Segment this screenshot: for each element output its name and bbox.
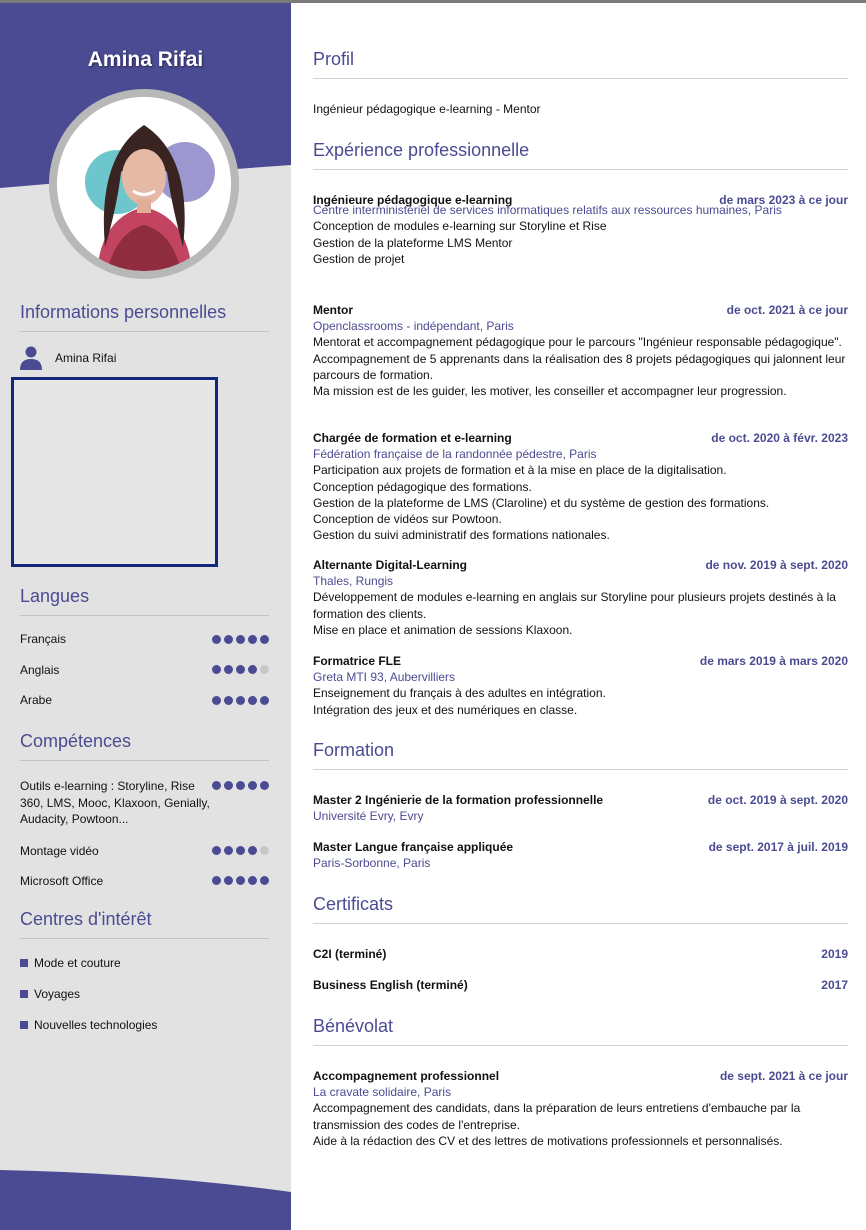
personal-info-title: Informations personnelles [20,302,269,332]
rating-dot-filled [248,665,257,674]
rating-dots [212,781,269,790]
rating-dot-filled [260,635,269,644]
entry-title: Business English (terminé) [313,978,468,992]
entry-date: de nov. 2019 à sept. 2020 [705,558,848,572]
bullet-square-icon [20,959,28,967]
entry-date: de oct. 2021 à ce jour [726,303,848,317]
profile-title: Profil [313,49,848,79]
entry-organization: Université Evry, Evry [313,809,424,824]
rating-dot-filled [236,846,245,855]
rating-dot-filled [212,665,221,674]
volunteering-title: Bénévolat [313,1016,848,1046]
rating-dot-empty [260,846,269,855]
skills-section [20,731,269,890]
entry-date: de mars 2019 à mars 2020 [699,654,848,668]
entry-line: Participation aux projets de formation et à la mise en place de la digitalisation. [313,463,727,478]
entry-organization: Greta MTI 93, Aubervilliers [313,670,456,685]
language-item [20,685,269,716]
rating-dot-filled [224,665,233,674]
entry-date: de sept. 2021 à ce jour [719,1069,848,1083]
rating-dot-filled [236,635,245,644]
experience-entry [313,653,848,718]
interests-title: Centres d'intérêt [20,909,269,939]
rating-dot-filled [224,781,233,790]
experience-entry [313,430,848,543]
languages-section [20,586,269,716]
skill-label: Montage vidéo [20,843,99,858]
interest-label: Mode et couture [34,955,121,970]
experience-entry [313,302,848,399]
entry-organization: Thales, Rungis [313,574,394,589]
avatar [49,89,239,279]
entry-line: Développement de modules e-learning en anglais sur Storyline pour plusieurs projets destinés à la formation des clients. [313,590,836,621]
entry-title: Master Langue française appliquée [313,840,514,854]
entry-line: Gestion de la plateforme LMS Mentor [313,235,513,250]
entry-date: 2019 [821,947,848,961]
personal-name-row [20,346,269,370]
entry-organization: Paris-Sorbonne, Paris [313,856,431,871]
candidate-name: Amina Rifai [87,48,204,71]
entry-organization: Centre interministériel de services informatiques relatifs aux ressources humaines, Paris [313,203,782,218]
language-label: Anglais [20,662,60,677]
profile-text: Ingénieur pédagogique e-learning - Mentor [313,102,541,116]
skill-label: Microsoft Office [20,874,104,888]
entry-title: Chargée de formation et e-learning [313,431,512,445]
education-title: Formation [313,740,848,770]
entry-title: Ingénieure pédagogique e-learning [313,193,513,207]
photo-placeholder [11,377,218,567]
rating-dot-filled [260,696,269,705]
entry-title: Alternante Digital-Learning [313,558,468,572]
skills-title: Compétences [20,731,269,761]
entry-line: Mentorat et accompagnement pédagogique pour le parcours "Ingénieur responsable pédagogique". [313,335,842,350]
experience-title: Expérience professionnelle [313,140,848,170]
education-entry [313,792,848,824]
bullet-square-icon [20,1021,28,1029]
rating-dot-filled [248,846,257,855]
rating-dot-filled [212,846,221,855]
rating-dot-filled [212,876,221,885]
entry-line: Mise en place et animation de sessions Klaxoon. [313,622,573,637]
language-label: Arabe [20,693,53,708]
interests-section [20,909,269,1040]
entry-line: Ma mission est de les guider, les motiver, les conseiller et accompagner leur progression. [313,384,787,399]
rating-dot-empty [260,665,269,674]
rating-dot-filled [224,846,233,855]
rating-dots [212,846,269,855]
entry-organization: La cravate solidaire, Paris [313,1085,452,1100]
entry-title: Formatrice FLE [313,654,402,668]
entry-date: de sept. 2017 à juil. 2019 [708,840,848,854]
rating-dot-filled [224,696,233,705]
skill-item [20,778,269,828]
bullet-square-icon [20,990,28,998]
rating-dot-filled [236,781,245,790]
volunteering-entry [313,1068,848,1149]
entry-line: Enseignement du français à des adultes en intégration. [313,686,606,701]
rating-dot-filled [248,781,257,790]
interest-item [20,947,269,978]
rating-dot-filled [212,696,221,705]
entry-line: Aide à la rédaction des CV et des lettres de motivations professionnels et personnalisés. [313,1133,783,1148]
entry-organization: Fédération française de la randonnée pédestre, Paris [313,447,597,462]
entry-line: Intégration des jeux et des numériques en classe. [313,702,578,717]
education-entry [313,839,848,871]
rating-dot-filled [260,781,269,790]
certificates-title: Certificats [313,894,848,924]
entry-line: Accompagnement des candidats, dans la préparation de leurs entretiens d'embauche par la transmission des codes de l'entreprise. [313,1101,801,1132]
rating-dot-filled [212,635,221,644]
entry-line: Gestion de projet [313,251,405,266]
experience-entry [313,192,848,267]
language-label: Français [20,632,67,647]
entry-line: Gestion du suivi administratif des formations nationales. [313,528,610,543]
rating-dot-filled [236,665,245,674]
entry-title: Accompagnement professionnel [313,1069,500,1083]
rating-dots [212,665,269,674]
rating-dot-filled [236,696,245,705]
interest-item [20,1009,269,1040]
person-icon [20,346,42,370]
skill-label: Outils e-learning : Storyline, Rise 360, LMS, Mooc, Klaxoon, Genially, Audacity, Powtoon... [20,779,210,826]
rating-dots [212,876,269,885]
rating-dot-filled [248,696,257,705]
experience-entry [313,557,848,638]
entry-date: 2017 [821,978,848,992]
entry-line: Conception pédagogique des formations. [313,479,532,494]
footer-curve [0,1170,291,1230]
skill-item [20,843,269,860]
rating-dot-filled [224,876,233,885]
rating-dots [212,696,269,705]
entry-title: C2I (terminé) [313,947,387,961]
entry-date: de oct. 2019 à sept. 2020 [707,793,848,807]
profile-photo [57,97,231,271]
personal-info-section [20,302,269,370]
entry-title: Mentor [313,303,353,317]
entry-line: Accompagnement de 5 apprenants dans la réalisation des 8 projets pédagogiques qui jalonnent leur parcours de formation. [313,351,846,382]
rating-dot-filled [224,635,233,644]
language-item [20,655,269,686]
entry-line: Conception de vidéos sur Powtoon. [313,512,502,527]
entry-line: Gestion de la plateforme de LMS (Claroline) et du système de gestion des formations. [313,495,770,510]
personal-name: Amina Rifai [55,351,117,365]
rating-dot-filled [260,876,269,885]
sidebar [0,0,291,1230]
certificate-entry [313,946,848,962]
entry-line: Conception de modules e-learning sur Storyline et Rise [313,219,607,234]
rating-dot-filled [236,876,245,885]
language-item [20,624,269,655]
rating-dot-filled [248,635,257,644]
rating-dots [212,635,269,644]
entry-date: de mars 2023 à ce jour [719,193,848,207]
languages-title: Langues [20,586,269,616]
interest-label: Voyages [34,986,81,1001]
entry-date: de oct. 2020 à févr. 2023 [711,431,848,445]
interest-item [20,978,269,1009]
certificate-entry [313,977,848,993]
rating-dot-filled [212,781,221,790]
entry-title: Master 2 Ingénierie de la formation professionnelle [313,793,604,807]
interest-label: Nouvelles technologies [34,1017,158,1032]
rating-dot-filled [248,876,257,885]
skill-item [20,873,269,890]
entry-organization: Openclassrooms - indépendant, Paris [313,319,514,334]
top-border [0,0,866,3]
